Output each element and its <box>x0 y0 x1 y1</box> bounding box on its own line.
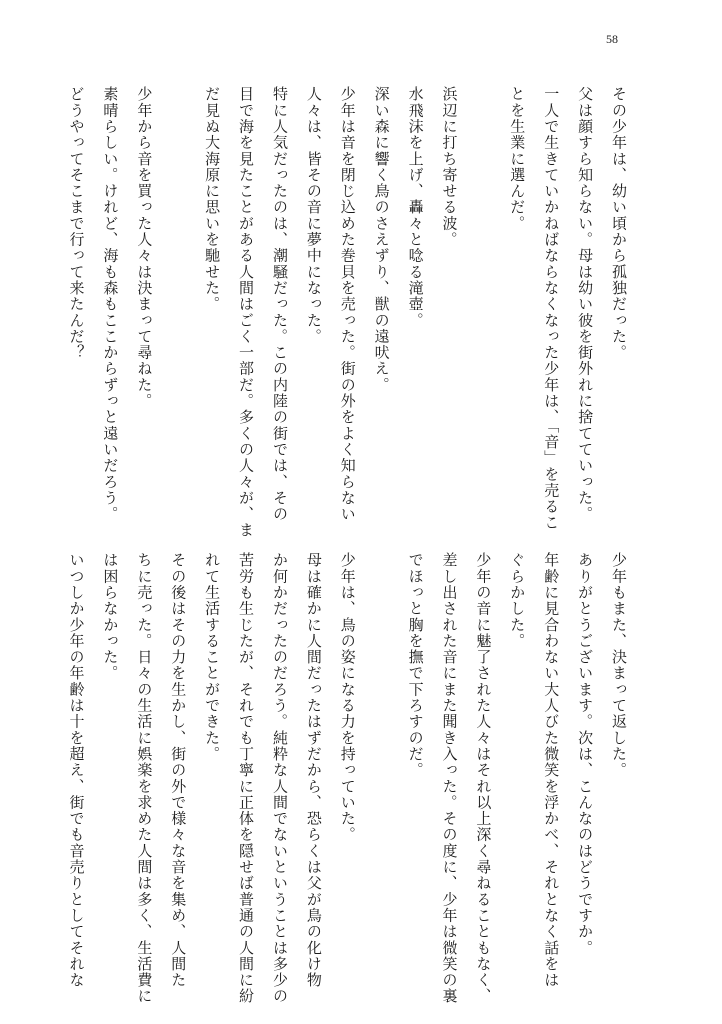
text-line: 目で海を見たことがある人間はごく一部だ。多くの人々が、ま <box>237 86 256 539</box>
text-line: ぐらかした。 <box>508 552 527 649</box>
page-number: 58 <box>606 32 618 46</box>
text-line: でほっと胸を撫で下ろすのだ。 <box>406 552 425 779</box>
blank-line <box>364 552 398 972</box>
text-line: とを生業に選んだ。 <box>508 86 527 232</box>
lower-text-block <box>67 552 635 1005</box>
text-line: か何かだったのだろう。純粋な人間でないということは多少の <box>270 552 289 1005</box>
text-line: だ見ぬ大海原に思いを馳せた。 <box>203 86 222 313</box>
text-line: 浜辺に打ち寄せる波。 <box>440 86 459 248</box>
text-line: ありがとうございます。次は、こんなのはどうですか。 <box>576 552 595 956</box>
text-line: いつしか少年の年齢は十を超え、街でも音売りとしてそれな <box>67 552 86 989</box>
text-line: 少年は音を閉じ込めた巻貝を売った。街の外をよく知らない <box>338 86 357 523</box>
text-line: 素晴らしい。けれど、海も森もここからずっと遠いだろう。 <box>101 86 120 523</box>
text-line: 特に人気だったのは、潮騒だった。この内陸の街では、その <box>270 86 289 523</box>
text-line: その少年は、幼い頃から孤独だった。 <box>610 86 628 361</box>
text-line: その後はその力を生かし、街の外で様々な音を集め、人間た <box>169 552 188 989</box>
text-line: 水飛沫を上げ、轟々と唸る滝壺。 <box>406 86 425 329</box>
upper-text-block <box>67 86 635 539</box>
text-line: 少年の音に魅了された人々はそれ以上深く尋ねることもなく、 <box>474 552 493 1005</box>
text-line: 少年は、鳥の姿になる力を持っていた。 <box>338 552 357 843</box>
text-line: は困らなかった。 <box>101 552 120 682</box>
text-line: 少年もまた、決まって返した。 <box>610 552 628 779</box>
text-line: れて生活することができた。 <box>203 552 222 762</box>
blank-line <box>465 86 499 516</box>
text-line: 人々は、皆その音に夢中になった。 <box>304 86 323 345</box>
text-line: どうやってそこまで行って来たんだ？ <box>67 86 86 361</box>
blank-line <box>160 86 194 516</box>
text-line: 差し出された音にまた聞き入った。その度に、少年は微笑の裏 <box>440 552 459 1005</box>
text-line: 苦労も生じたが、それでも丁寧に正体を隠せば普通の人間に紛 <box>237 552 256 1005</box>
text-line: 一人で生きていかねばならなくなった少年は、「音」を売るこ <box>542 86 561 531</box>
text-line: 母は確かに人間だったはずだから、恐らくは父が鳥の化け物 <box>304 552 323 989</box>
text-line: ちに売った。日々の生活に娯楽を求めた人間は多く、生活費に <box>135 552 154 1005</box>
text-line: 父は顔すら知らない。母は幼い彼を街外れに捨てていった。 <box>576 86 595 523</box>
text-line: 深い森に響く鳥のさえずり、獣の遠吠え。 <box>372 86 391 393</box>
text-line: 少年から音を買った人々は決まって尋ねた。 <box>135 86 154 409</box>
text-line: 年齢に見合わない大人びた微笑を浮かべ、それとなく話をは <box>542 552 561 989</box>
